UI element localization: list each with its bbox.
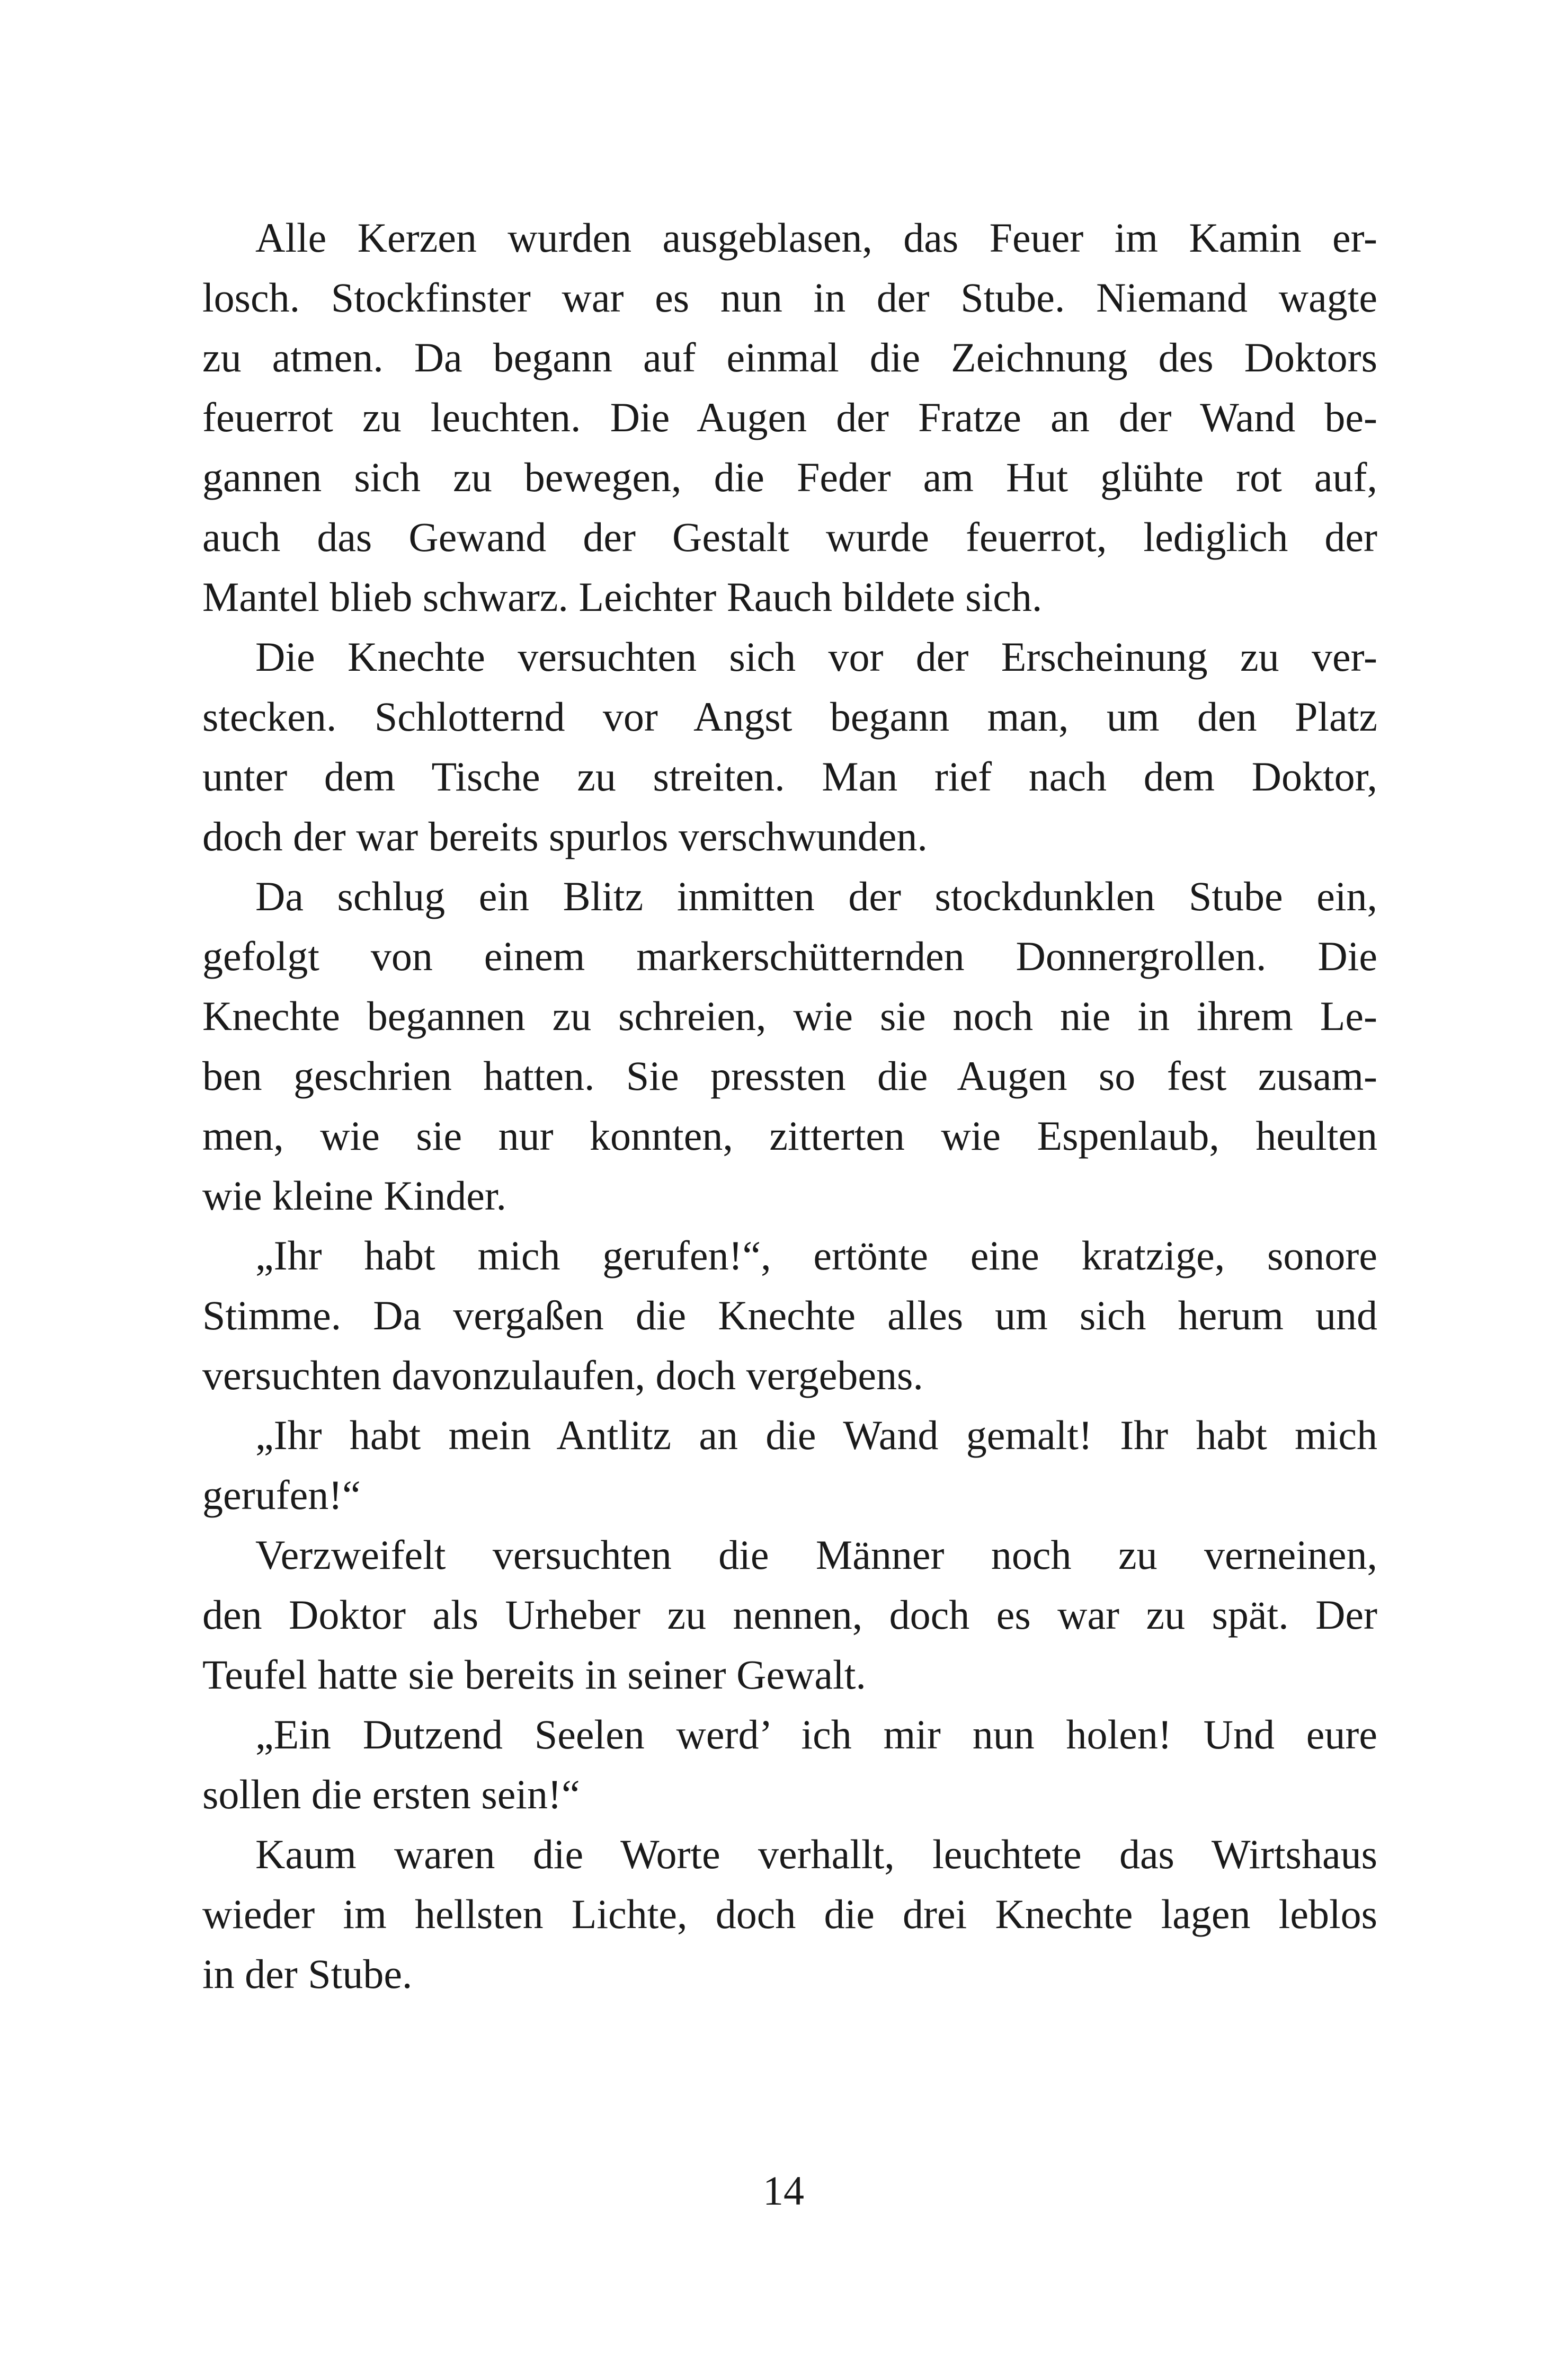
text-line: Alle Kerzen wurden ausgeblasen, das Feuer im Kamin er- — [255, 215, 1377, 261]
text-line: unter dem Tische zu streiten. Man rief nach dem Doktor, — [202, 753, 1377, 800]
text-line: gannen sich zu bewegen, die Feder am Hut glühte rot auf, — [202, 454, 1377, 500]
text-line: feuerrot zu leuchten. Die Augen der Fratze an der Wand be- — [202, 394, 1377, 440]
text-line: Mantel blieb schwarz. Leichter Rauch bildete sich. — [202, 574, 1043, 620]
text-line: losch. Stockfinster war es nun in der Stube. Niemand wagte — [202, 274, 1377, 321]
text-line: wieder im hellsten Lichte, doch die drei Knechte lagen leblos — [202, 1891, 1377, 1937]
text-line: Kaum waren die Worte verhallt, leuchtete das Wirtshaus — [255, 1831, 1377, 1877]
text-line: Teufel hatte sie bereits in seiner Gewalt. — [202, 1651, 866, 1698]
text-line: Verzweifelt versuchten die Männer noch zu verneinen, — [255, 1532, 1377, 1578]
text-line: gefolgt von einem markerschütternden Donnergrollen. Die — [202, 933, 1377, 979]
text-line: Stimme. Da vergaßen die Knechte alles um sich herum und — [202, 1292, 1377, 1338]
text-line: in der Stube. — [202, 1951, 413, 1997]
text-line: men, wie sie nur konnten, zitterten wie Espenlaub, heulten — [202, 1113, 1377, 1159]
text-line: doch der war bereits spurlos verschwunden. — [202, 813, 928, 859]
text-line: den Doktor als Urheber zu nennen, doch es war zu spät. Der — [202, 1592, 1377, 1638]
text-line: versuchten davonzulaufen, doch vergebens. — [202, 1352, 923, 1398]
text-line: Die Knechte versuchten sich vor der Erscheinung zu ver- — [255, 634, 1377, 680]
text-line: Knechte begannen zu schreien, wie sie noch nie in ihrem Le- — [202, 993, 1377, 1039]
text-line: auch das Gewand der Gestalt wurde feuerrot, lediglich der — [202, 514, 1377, 560]
text-line: „Ein Dutzend Seelen werd’ ich mir nun holen! Und eure — [255, 1711, 1377, 1757]
text-line: gerufen!“ — [202, 1472, 361, 1518]
text-line: „Ihr habt mich gerufen!“, ertönte eine kratzige, sonore — [255, 1232, 1377, 1278]
text-line: zu atmen. Da begann auf einmal die Zeichnung des Doktors — [202, 334, 1377, 380]
text-line: sollen die ersten sein!“ — [202, 1771, 580, 1817]
text-line: wie kleine Kinder. — [202, 1173, 506, 1219]
text-line: Da schlug ein Blitz inmitten der stockdunklen Stube ein, — [255, 873, 1377, 919]
text-line: stecken. Schlotternd vor Angst begann man, um den Platz — [202, 694, 1377, 740]
text-line: ben geschrien hatten. Sie pressten die Augen so fest zusam- — [202, 1053, 1377, 1099]
body-text — [202, 208, 1377, 2004]
text-line: „Ihr habt mein Antlitz an die Wand gemalt! Ihr habt mich — [255, 1412, 1377, 1458]
page-number: 14 — [763, 2168, 804, 2214]
